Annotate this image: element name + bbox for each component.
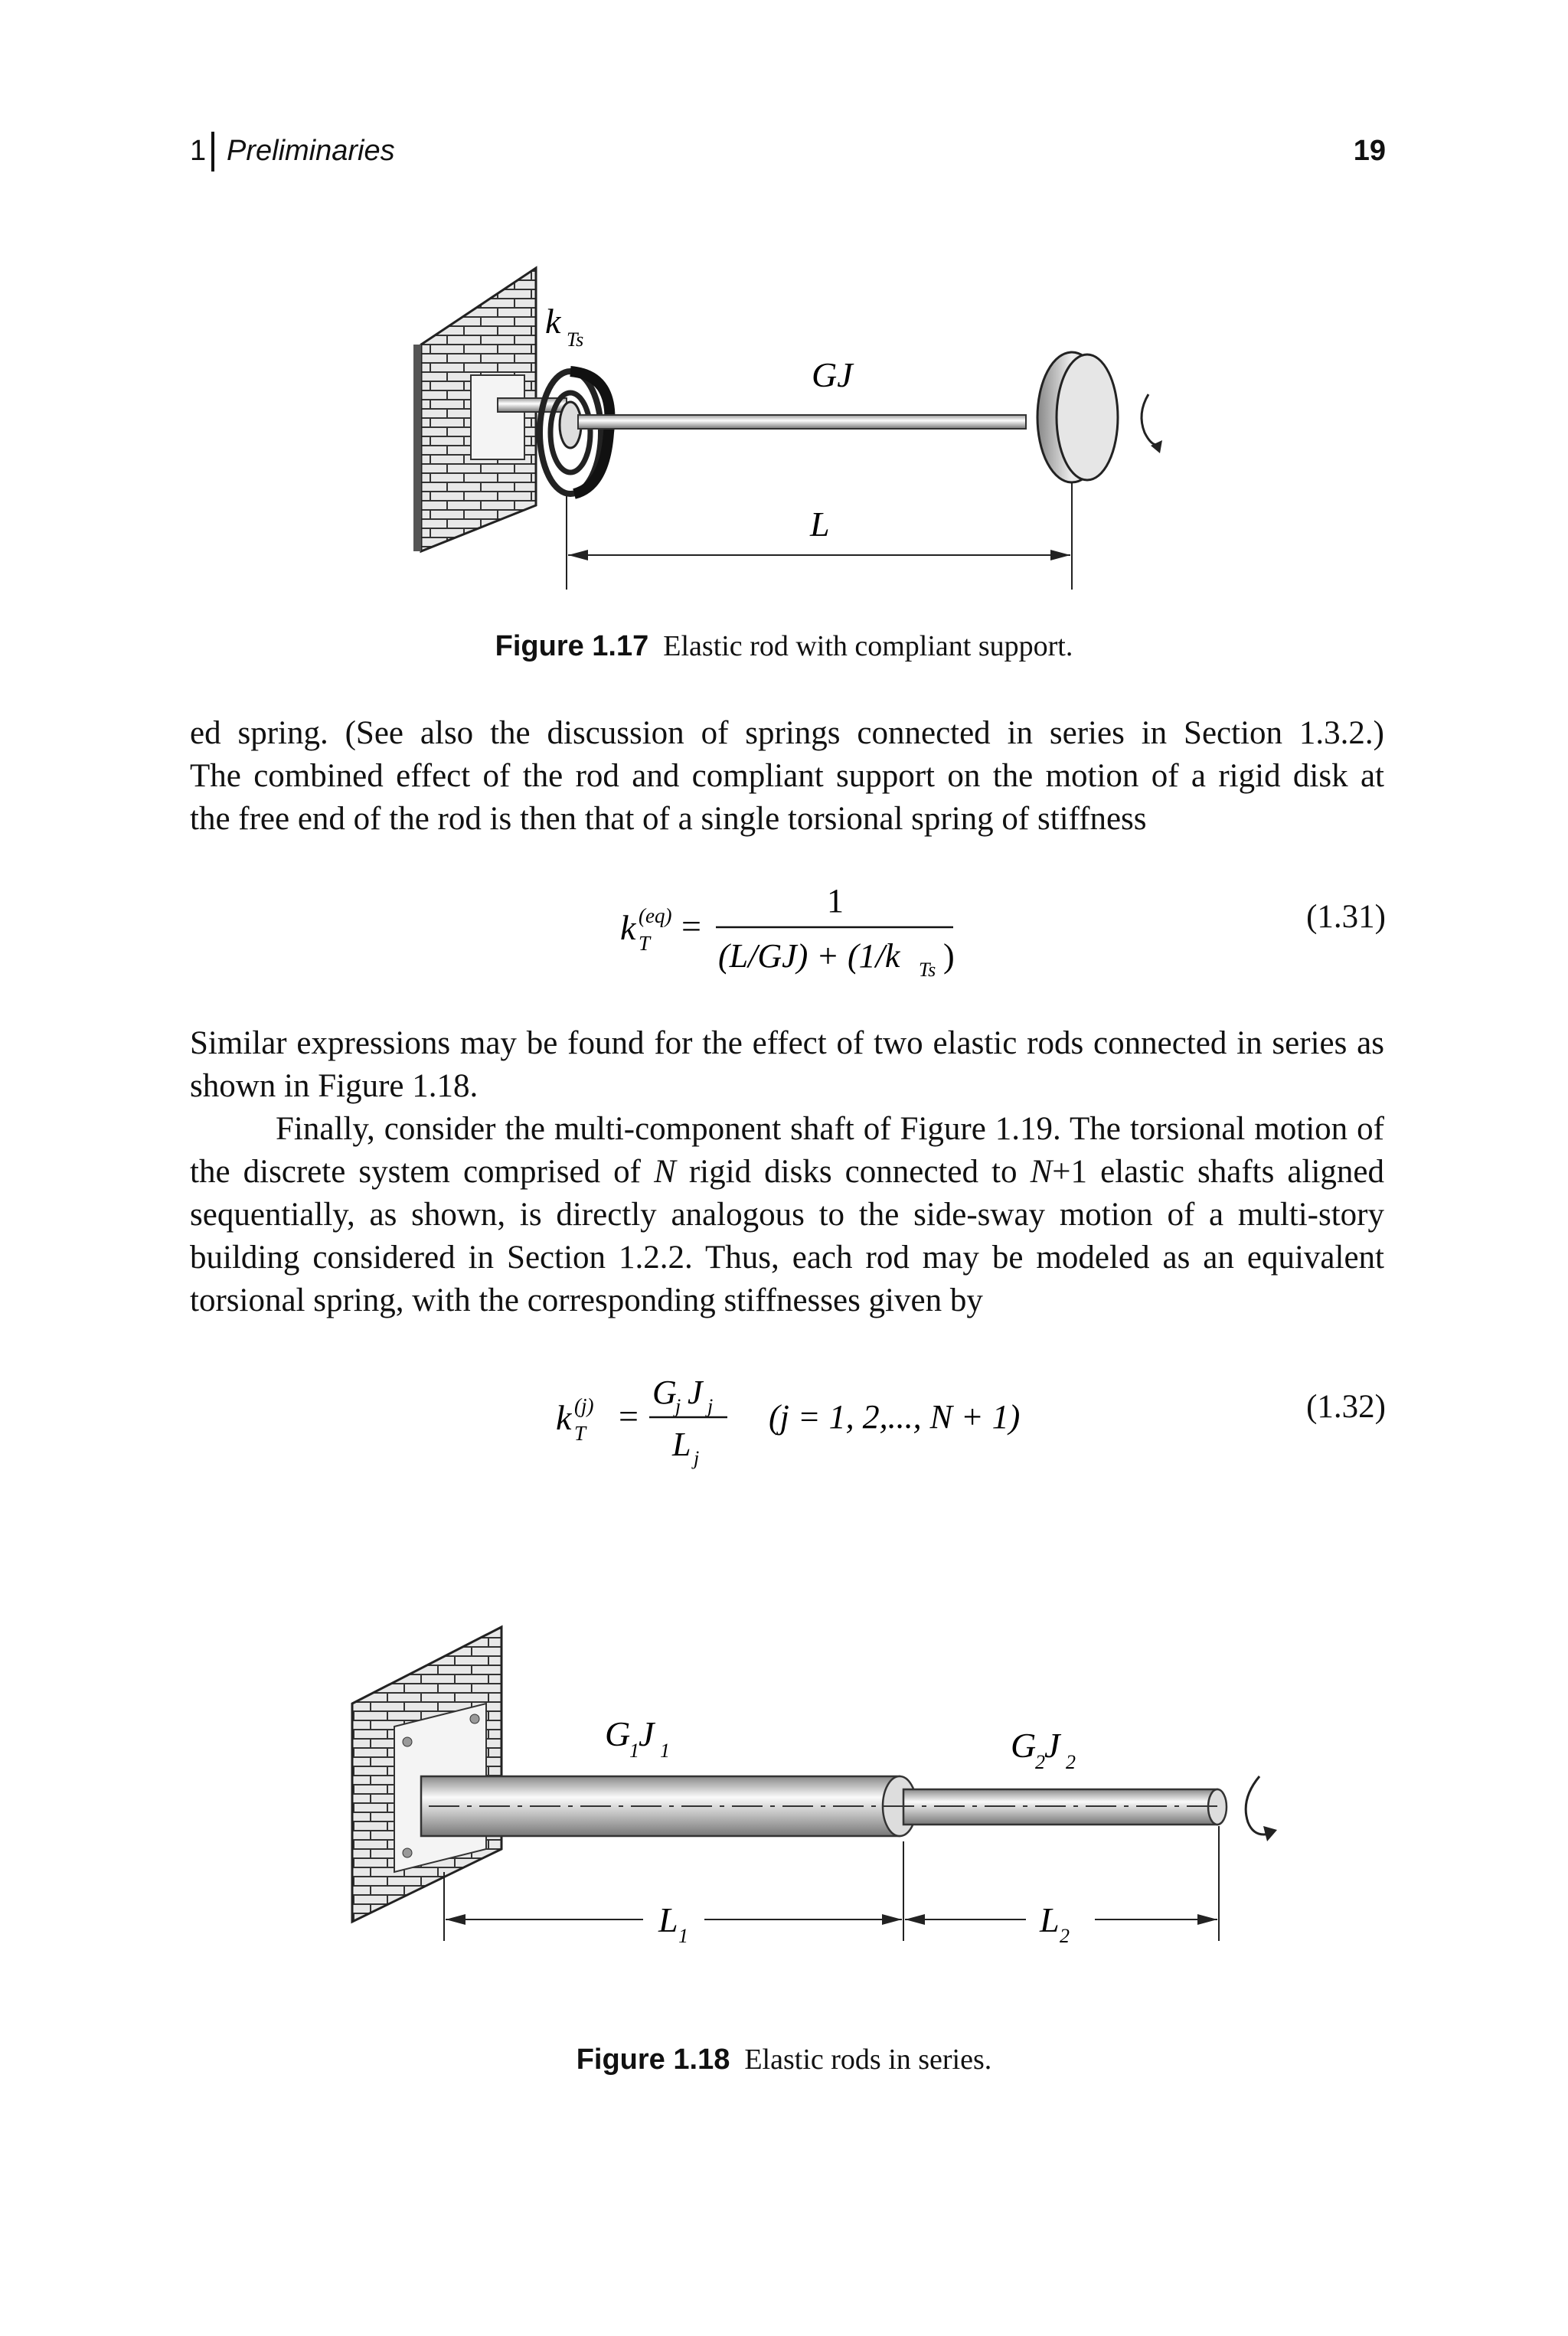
equation-1-31-number: (1.31) (1306, 899, 1386, 935)
svg-text:j: j (694, 1447, 700, 1469)
length-dimensions (444, 1826, 1219, 1941)
svg-text:2: 2 (1066, 1751, 1076, 1773)
header-divider (211, 132, 214, 172)
svg-text:1: 1 (827, 882, 844, 920)
svg-text:2: 2 (1060, 1925, 1070, 1947)
svg-text:j: j (707, 1395, 714, 1417)
rod-1-label (605, 1714, 670, 1762)
mount-plate (471, 375, 524, 459)
torsional-spring (540, 371, 609, 494)
svg-text:G: G (605, 1714, 631, 1753)
paragraph-1-line-2: The combined effect of the rod and compliant support on the motion of a rigid disk at (190, 758, 1384, 794)
equation-1-32 (551, 1367, 1041, 1474)
rod-label: GJ (812, 355, 853, 394)
chapter-number: 1 (190, 135, 207, 167)
figure-1-18-illustration (337, 1619, 1302, 1964)
chapter-title: Preliminaries (227, 135, 395, 167)
svg-text:T: T (639, 932, 651, 955)
spring-label-subscript: Ts (567, 328, 584, 351)
svg-text:j: j (675, 1395, 681, 1417)
svg-text:): ) (943, 937, 955, 975)
svg-text:=: = (681, 907, 701, 946)
svg-text:(j): (j) (574, 1394, 594, 1417)
figure-1-17-caption: Figure 1.17 Elastic rod with compliant support. (495, 630, 1073, 662)
rod-2-label (1011, 1726, 1076, 1773)
svg-text:1: 1 (678, 1925, 688, 1947)
svg-text:k: k (620, 908, 636, 947)
figure-1-17-illustration (413, 253, 1210, 605)
page-number: 19 (1353, 135, 1386, 167)
svg-text:L: L (1040, 1900, 1060, 1939)
svg-text:(eq): (eq) (639, 904, 672, 927)
svg-text:J: J (688, 1374, 703, 1411)
svg-text:G: G (652, 1374, 677, 1411)
length-2-label (1039, 1900, 1070, 1947)
elastic-rod (578, 415, 1026, 429)
paragraph-2: Similar expressions may be found for the effect of two elastic rods connected in series as shown in Figure 1.18. (190, 1025, 1384, 1104)
svg-text:2: 2 (1035, 1751, 1045, 1773)
svg-text:(j = 1, 2,..., N + 1): (j = 1, 2,..., N + 1) (769, 1398, 1021, 1436)
svg-text:k: k (556, 1398, 572, 1437)
svg-text:L: L (658, 1900, 678, 1939)
paragraph-1-line-3: the free end of the rod is then that of a single torsional spring of stiffness (190, 801, 1147, 837)
svg-text:G: G (1011, 1726, 1037, 1765)
figure-1-18-caption: Figure 1.18 Elastic rods in series. (576, 2044, 992, 2076)
svg-text:(L/GJ) + (1/k: (L/GJ) + (1/k (718, 937, 900, 975)
length-label: L (810, 505, 830, 544)
equation-1-32-number: (1.32) (1306, 1389, 1386, 1425)
svg-text:J: J (1044, 1726, 1060, 1765)
svg-text:=: = (619, 1397, 639, 1436)
paragraph-1 (190, 712, 1384, 841)
svg-text:Ts: Ts (919, 959, 936, 981)
svg-text:1: 1 (629, 1740, 639, 1762)
rotation-arrow-icon (1142, 394, 1162, 453)
length-1-label (658, 1900, 688, 1947)
equation-1-31 (605, 877, 988, 984)
svg-text:1: 1 (660, 1740, 670, 1762)
rotation-arrow-icon (1246, 1776, 1277, 1841)
svg-text:L: L (672, 1426, 691, 1463)
svg-text:T: T (574, 1422, 586, 1445)
paragraph-3: Finally, consider the multi-component shaft of Figure 1.19. The torsional motion of the discrete system comprised of N rigid disks connected to N+1 elastic shafts aligned sequentially, as shown, is directly analogous to the side-sway motion of a multi-story building considered in Section 1.2.2. Thus, each rod may be modeled as an equivalent torsional spring, with the corresponding stiffnesses given by (190, 1111, 1384, 1318)
spring-label: k (545, 302, 561, 341)
paragraph-1-line-1: ed spring. (See also the discussion of springs connected in series in Section 1.3.2.) (190, 715, 1384, 751)
svg-text:J: J (639, 1714, 655, 1753)
rigid-disk (1037, 352, 1118, 482)
